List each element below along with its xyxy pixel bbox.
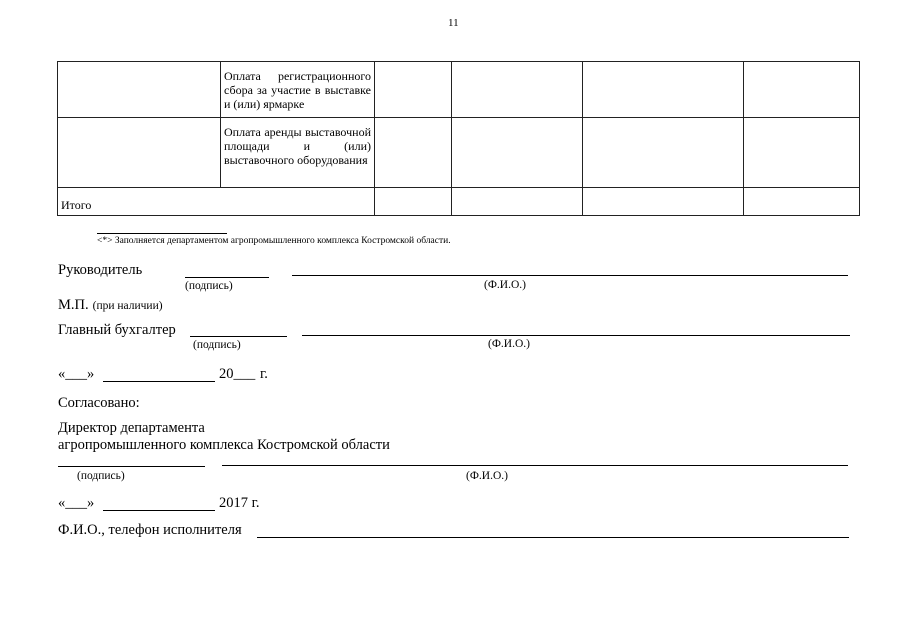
director-line-2: агропромышленного комплекса Костромской области [58,437,390,453]
stamp-note: (при наличии) [92,300,163,312]
footnote-text: Заполняется департаментом агропромышленного комплекса Костромской области. [114,236,451,246]
footnote [97,236,451,246]
expense-item-rent: Оплата аренды выставочной площади и (или) выставочного оборудования [224,125,371,167]
stamp-block [58,296,163,314]
director-signature-hint: (подпись) [77,470,125,482]
table-cell [375,188,452,216]
director-name-hint: (Ф.И.О.) [466,470,508,482]
expense-item-registration: Оплата регистрационного сбора за участие в выставке и (или) ярмарке [224,69,371,111]
head-name-line[interactable] [292,275,848,276]
table-cell [58,188,375,216]
agreed-label: Согласовано: [58,395,140,411]
table-row [58,118,860,188]
table-cell [375,62,452,118]
head-signature-hint: (подпись) [185,280,233,292]
accountant-signature-hint: (подпись) [193,339,241,351]
table-cell [452,118,583,188]
table-cell [583,118,744,188]
date2-month-line[interactable] [103,510,215,511]
director-name-line[interactable] [222,465,848,466]
page-number: 11 [448,17,459,29]
table-cell [221,62,375,118]
date-month-line[interactable] [103,381,215,382]
table-cell [744,188,860,216]
footnote-marker: <*> [97,236,113,246]
head-label: Руководитель [58,262,143,278]
table-cell [452,188,583,216]
director-line-1: Директор департамента [58,420,205,436]
executor-label: Ф.И.О., телефон исполнителя [58,522,242,538]
date2-open: «___» [58,495,95,511]
table-row [58,62,860,118]
date-year-stub: 20___ [219,366,256,382]
table-cell [744,62,860,118]
chief-accountant-label: Главный бухгалтер [58,322,176,338]
total-label: Итого [61,198,92,212]
head-signature-line[interactable] [185,277,269,278]
table-cell [221,118,375,188]
executor-line[interactable] [257,537,849,538]
table-cell [452,62,583,118]
table-cell [58,62,221,118]
date-open: «___» [58,366,95,382]
table-cell [583,188,744,216]
table-cell [58,118,221,188]
date-suffix: г. [260,366,268,382]
expense-table [57,61,860,216]
table-cell [744,118,860,188]
head-name-hint: (Ф.И.О.) [484,279,526,291]
director-signature-line[interactable] [58,466,205,467]
table-cell [375,118,452,188]
footnote-separator [97,233,227,234]
table-row-total [58,188,860,216]
stamp-label: М.П. [58,297,89,313]
date2-year: 2017 г. [219,495,260,511]
accountant-name-hint: (Ф.И.О.) [488,338,530,350]
accountant-signature-line[interactable] [190,336,287,337]
table-cell [583,62,744,118]
accountant-name-line[interactable] [302,335,850,336]
